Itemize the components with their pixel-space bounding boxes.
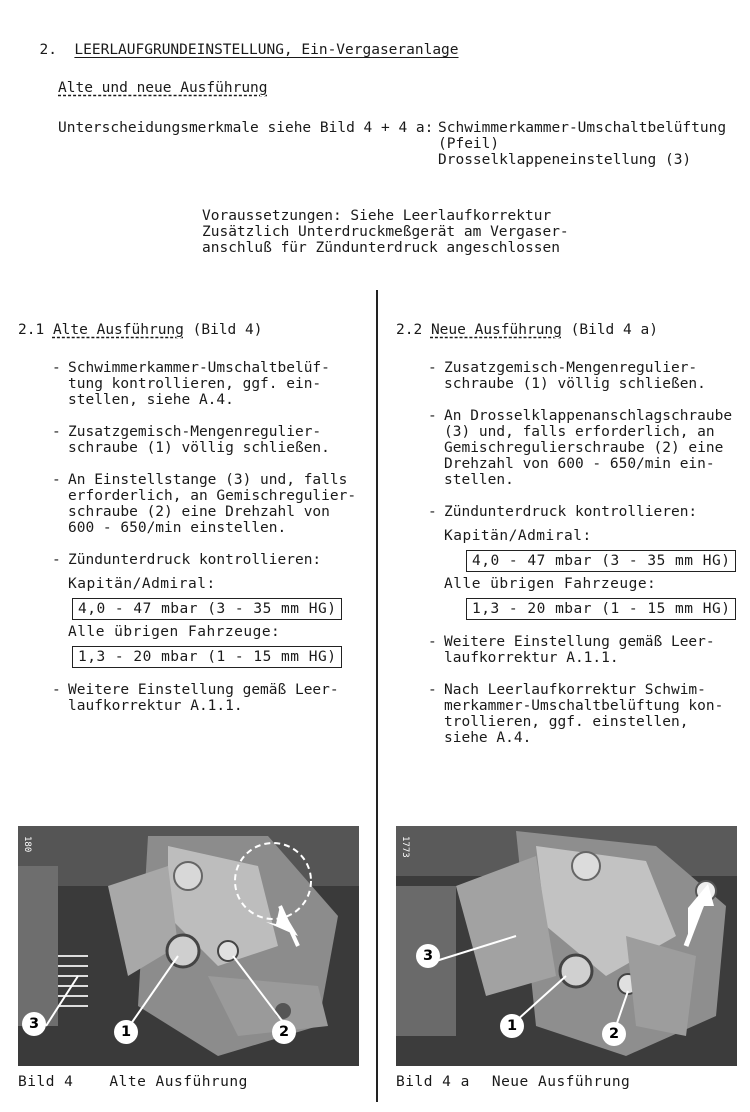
text-line: Schwimmerkammer-Umschaltbelüf- <box>68 360 330 376</box>
callout-3: 3 <box>22 1012 46 1036</box>
other-label: Alle übrigen Fahrzeuge: <box>68 624 281 640</box>
caption-text: Neue Ausführung <box>491 1074 631 1090</box>
caption-right <box>396 1074 630 1090</box>
list-item: - Weitere Einstellung gemäß Leer- laufkorrektur A.1.1. <box>428 634 715 666</box>
left-heading <box>18 322 368 338</box>
text-line: schraube (1) völlig schließen. <box>444 376 706 392</box>
prereq-line: Zusätzlich Unterdruckmeßgerät am Vergaser- <box>202 224 569 240</box>
text-line: erforderlich, an Gemischregulier- <box>68 488 357 504</box>
callout-2: 2 <box>272 1020 296 1044</box>
list-item: - Zündunterdruck kontrollieren: Kapitän/Admiral: 4,0 - 47 mbar (3 - 35 mm HG) Alle übrigen Fahrzeuge: 1,3 - 20 mbar (1 - 15 mm HG) <box>52 552 368 668</box>
list-item: - Nach Leerlaufkorrektur Schwim- merkammer-Umschaltbelüftung kon- trollieren, ggf. einstellen, siehe A.4. <box>428 682 724 746</box>
distinction-line: (Pfeil) <box>438 136 500 152</box>
text-line: An Drosselklappenanschlagschraube <box>444 408 733 424</box>
section-number: 2. <box>39 42 57 58</box>
right-title: Neue Ausführung <box>430 322 562 338</box>
text-line: merkammer-Umschaltbelüftung kon- <box>444 698 724 714</box>
subheading: Alte und neue Ausführung <box>58 80 268 96</box>
kap-label: Kapitän/Admiral: <box>68 576 216 592</box>
left-title: Alte Ausführung <box>52 322 184 338</box>
text-line: schraube (2) eine Drehzahl von <box>68 504 330 520</box>
other-label: Alle übrigen Fahrzeuge: <box>444 576 657 592</box>
text-line: An Einstellstange (3) und, falls <box>68 472 348 488</box>
text-line: Zündunterdruck kontrollieren: <box>444 504 698 520</box>
text-line: Weitere Einstellung gemäß Leer- <box>444 634 715 650</box>
kap-value-box: 4,0 - 47 mbar (3 - 35 mm HG) <box>72 598 342 620</box>
list-item: - Zusatzgemisch-Mengenregulier- schraube (1) völlig schließen. <box>52 424 330 456</box>
other-value-box: 1,3 - 20 mbar (1 - 15 mm HG) <box>466 598 736 620</box>
text-line: (3) und, falls erforderlich, an <box>444 424 715 440</box>
text-line: schraube (1) völlig schließen. <box>68 440 330 456</box>
carburetor-photo-right <box>396 826 737 1066</box>
left-ref: (Bild 4) <box>192 322 263 338</box>
caption-number: Bild 4 a <box>396 1074 470 1090</box>
distinction-list <box>438 120 726 168</box>
text-line: stellen, siehe A.4. <box>68 392 234 408</box>
text-line: Gemischregulierschraube (2) eine <box>444 440 724 456</box>
text-line: Drehzahl von 600 - 650/min ein- <box>444 456 715 472</box>
left-num: 2.1 <box>18 322 45 338</box>
caption-text: Alte Ausführung <box>109 1074 248 1090</box>
prerequisites <box>202 208 569 256</box>
list-item: - Zusatzgemisch-Mengenregulier- schraube (1) völlig schließen. <box>428 360 706 392</box>
text-line: tung kontrollieren, ggf. ein- <box>68 376 322 392</box>
list-item: - An Einstellstange (3) und, falls erforderlich, an Gemischregulier- schraube (2) eine Drehzahl von 600 - 650/min einstellen. <box>52 472 357 536</box>
prereq-line: Voraussetzungen: Siehe Leerlaufkorrektur <box>202 208 552 224</box>
figure-photo-left <box>18 826 359 1066</box>
prereq-line: anschluß für Zündunterdruck angeschlossen <box>202 240 560 256</box>
text-line: 600 - 650/min einstellen. <box>68 520 287 536</box>
list-item: - Zündunterdruck kontrollieren: Kapitän/Admiral: 4,0 - 47 mbar (3 - 35 mm HG) Alle übrigen Fahrzeuge: 1,3 - 20 mbar (1 - 15 mm HG) <box>428 504 746 620</box>
carburetor-photo-left <box>18 826 359 1066</box>
list-item: - Schwimmerkammer-Umschaltbelüf- tung kontrollieren, ggf. ein- stellen, siehe A.4. <box>52 360 330 408</box>
photo-code: 180 <box>22 836 32 853</box>
list-item: - An Drosselklappenanschlagschraube (3) und, falls erforderlich, an Gemischregulierschraube (2) eine Drehzahl von 600 - 650/min ein- stellen. <box>428 408 733 488</box>
text-line: stellen. <box>444 472 514 488</box>
kap-value-box: 4,0 - 47 mbar (3 - 35 mm HG) <box>466 550 736 572</box>
callout-3: 3 <box>416 944 440 968</box>
text-line: siehe A.4. <box>444 730 532 746</box>
section-heading <box>22 26 459 58</box>
text-line: Zusatzgemisch-Mengenregulier- <box>68 424 322 440</box>
text-line: laufkorrektur A.1.1. <box>444 650 619 666</box>
text-line: laufkorrektur A.1.1. <box>68 698 243 714</box>
right-heading <box>396 322 746 338</box>
left-column <box>18 322 368 730</box>
callout-2: 2 <box>602 1022 626 1046</box>
caption-left <box>18 1074 248 1090</box>
right-ref: (Bild 4 a) <box>570 322 658 338</box>
column-divider <box>376 290 378 1102</box>
section-title: LEERLAUFGRUNDEINSTELLUNG, Ein-Vergaseranlage <box>74 42 459 58</box>
caption-number: Bild 4 <box>18 1074 74 1090</box>
figure-photo-right <box>396 826 737 1066</box>
distinction-line: Schwimmerkammer-Umschaltbelüftung <box>438 120 727 136</box>
text-line: Zündunterdruck kontrollieren: <box>68 552 322 568</box>
callout-1: 1 <box>114 1020 138 1044</box>
distinction-label: Unterscheidungsmerkmale siehe Bild 4 + 4 a: <box>58 120 434 136</box>
kap-label: Kapitän/Admiral: <box>444 528 592 544</box>
right-num: 2.2 <box>396 322 423 338</box>
text-line: trollieren, ggf. einstellen, <box>444 714 689 730</box>
right-column <box>396 322 746 762</box>
photo-code: 1773 <box>400 836 410 858</box>
text-line: Nach Leerlaufkorrektur Schwim- <box>444 682 706 698</box>
text-line: Zusatzgemisch-Mengenregulier- <box>444 360 698 376</box>
distinction-line: Drosselklappeneinstellung (3) <box>438 152 692 168</box>
list-item: - Weitere Einstellung gemäß Leer- laufkorrektur A.1.1. <box>52 682 339 714</box>
callout-1: 1 <box>500 1014 524 1038</box>
other-value-box: 1,3 - 20 mbar (1 - 15 mm HG) <box>72 646 342 668</box>
text-line: Weitere Einstellung gemäß Leer- <box>68 682 339 698</box>
